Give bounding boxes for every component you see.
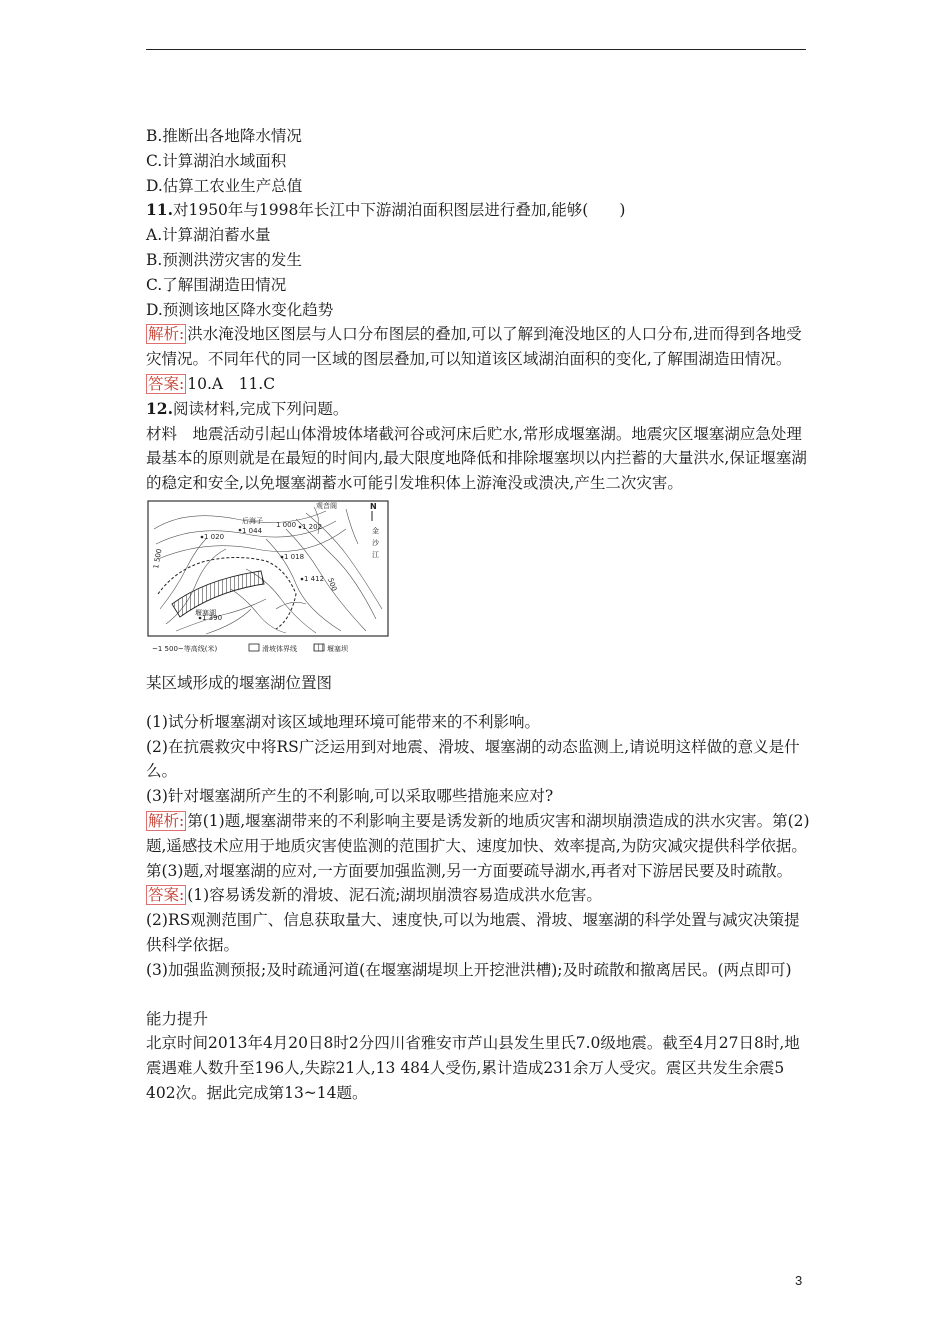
elevation-1412: 1 412 xyxy=(304,574,325,583)
analysis-label: 解析: xyxy=(148,325,185,344)
question-11 xyxy=(146,198,810,223)
analysis-2 xyxy=(146,809,810,883)
river-label-1: 金 xyxy=(372,526,379,535)
page-content xyxy=(146,124,810,1106)
answer-2 xyxy=(146,883,810,908)
dammed-lake-map xyxy=(146,499,392,657)
analysis-text: 洪水淹没地区图层与人口分布图层的叠加,可以了解到淹没地区的人口分布,进而得到各地受灾情况。不同年代的同一区域的图层叠加,可以知道该区域湖泊面积的变化,了解围湖造田情况。 xyxy=(146,325,802,369)
legend-contour: ~1 500~等高线(米) xyxy=(152,644,218,653)
header-rule xyxy=(146,49,806,50)
question-stem: 阅读材料,完成下列问题。 xyxy=(172,399,349,418)
river-label-2: 沙 xyxy=(372,538,379,547)
q11-option-a: A.计算湖泊蓄水量 xyxy=(146,226,271,245)
analysis-1 xyxy=(146,322,810,372)
elevation-1202: 1 202 xyxy=(302,522,323,531)
map-figure xyxy=(146,499,392,657)
option-c: C.计算湖泊水域面积 xyxy=(146,151,287,170)
elevation-1000: 1 000 xyxy=(276,520,297,529)
question-number: 11. xyxy=(146,200,173,220)
spacer xyxy=(146,983,810,1007)
answer-1 xyxy=(146,372,810,397)
intro-paragraph: 北京时间2013年4月20日8时2分四川省雅安市芦山县发生里氏7.0级地震。截至4月27日8时,地震遇难人数升至196人,失踪21人,13 484人受伤,累计造成231余万人受灾。震区共发生余震5 402次。据此完成第13~14题。 xyxy=(146,1034,800,1102)
elevation-1500: 1 500 xyxy=(152,548,164,570)
legend-dam: 堰塞坝 xyxy=(327,644,348,653)
answer-label: 答案: xyxy=(148,886,185,905)
answer-line-2: (2)RS观测范围广、信息获取量大、速度快,可以为地震、滑坡、堰塞湖的科学处置与减灾决策提供科学依据。 xyxy=(146,911,800,954)
q11-option-d: D.预测该地区降水变化趋势 xyxy=(146,300,334,319)
answer-label: 答案: xyxy=(148,374,185,393)
option-b: B.推断出各地降水情况 xyxy=(146,127,302,145)
answer-line-3: (3)加强监测预报;及时疏通河道(在堰塞湖堤坝上开挖泄洪槽);及时疏散和撤离居民。(两点即可) xyxy=(146,960,792,979)
material-text: 材料 地震活动引起山体滑坡体堵截河谷或河床后贮水,常形成堰塞湖。地震灾区堰塞湖应急处理最基本的原则就是在最短的时间内,最大限度地降低和排除堰塞坝以内拦蓄的大量洪水,保证堰塞湖的稳定和安全,以免堰塞湖蓄水可能引发堆积体上游淹没或溃决,产生二次灾害。 xyxy=(146,424,807,493)
spacer xyxy=(146,696,810,710)
page-number: 3 xyxy=(795,1273,803,1288)
subquestion-2: (2)在抗震救灾中将RS广泛运用到对地震、滑坡、堰塞湖的动态监测上,请说明这样做的意义是什么。 xyxy=(146,737,800,781)
elevation-500: 500 xyxy=(326,576,339,593)
analysis-label: 解析: xyxy=(148,811,185,830)
figure-caption: 某区域形成的堰塞湖位置图 xyxy=(146,673,333,692)
elevation-1044: 1 044 xyxy=(242,526,263,535)
subquestion-3: (3)针对堰塞湖所产生的不利影响,可以采取哪些措施来应对? xyxy=(146,787,554,806)
question-number: 12. xyxy=(146,398,173,418)
answer-line-1: (1)容易诱发新的滑坡、泥石流;湖坝崩溃容易造成洪水危害。 xyxy=(187,886,602,905)
question-12 xyxy=(146,397,810,422)
elevation-1390: 1 390 xyxy=(202,613,223,622)
answer-text: 10.A 11.C xyxy=(187,374,276,393)
q11-option-c: C.了解围湖造田情况 xyxy=(146,275,287,294)
elevation-1018: 1 018 xyxy=(284,552,305,561)
elevation-1020: 1 020 xyxy=(204,532,225,541)
label-yansaihu: 堰塞湖 xyxy=(195,608,216,617)
label-houhaizi: 后海子 xyxy=(242,516,263,525)
label-guanyinge: 观音阁 xyxy=(316,501,337,510)
question-stem: 对1950年与1998年长江中下游湖泊面积图层进行叠加,能够( ) xyxy=(172,201,626,220)
q11-option-b: B.预测洪涝灾害的发生 xyxy=(146,250,302,269)
north-arrow-label: N xyxy=(370,501,377,511)
legend-landslide: 滑坡体界线 xyxy=(262,644,297,653)
section-title: 能力提升 xyxy=(146,1009,209,1028)
river-label-3: 江 xyxy=(372,550,379,559)
subquestion-1: (1)试分析堰塞湖对该区域地理环境可能带来的不利影响。 xyxy=(146,712,540,731)
option-d: D.估算工农业生产总值 xyxy=(146,176,303,195)
analysis-text: 第(1)题,堰塞湖带来的不利影响主要是诱发新的地质灾害和湖坝崩溃造成的洪水灾害。第(2)题,遥感技术应用于地质灾害使监测的范围扩大、速度加快、效率提高,为防灾减灾提供科学依据。第(3)题,对堰塞湖的应对,一方面要加强监测,另一方面要疏导湖水,再者对下游居民要及时疏散。 xyxy=(146,811,810,880)
